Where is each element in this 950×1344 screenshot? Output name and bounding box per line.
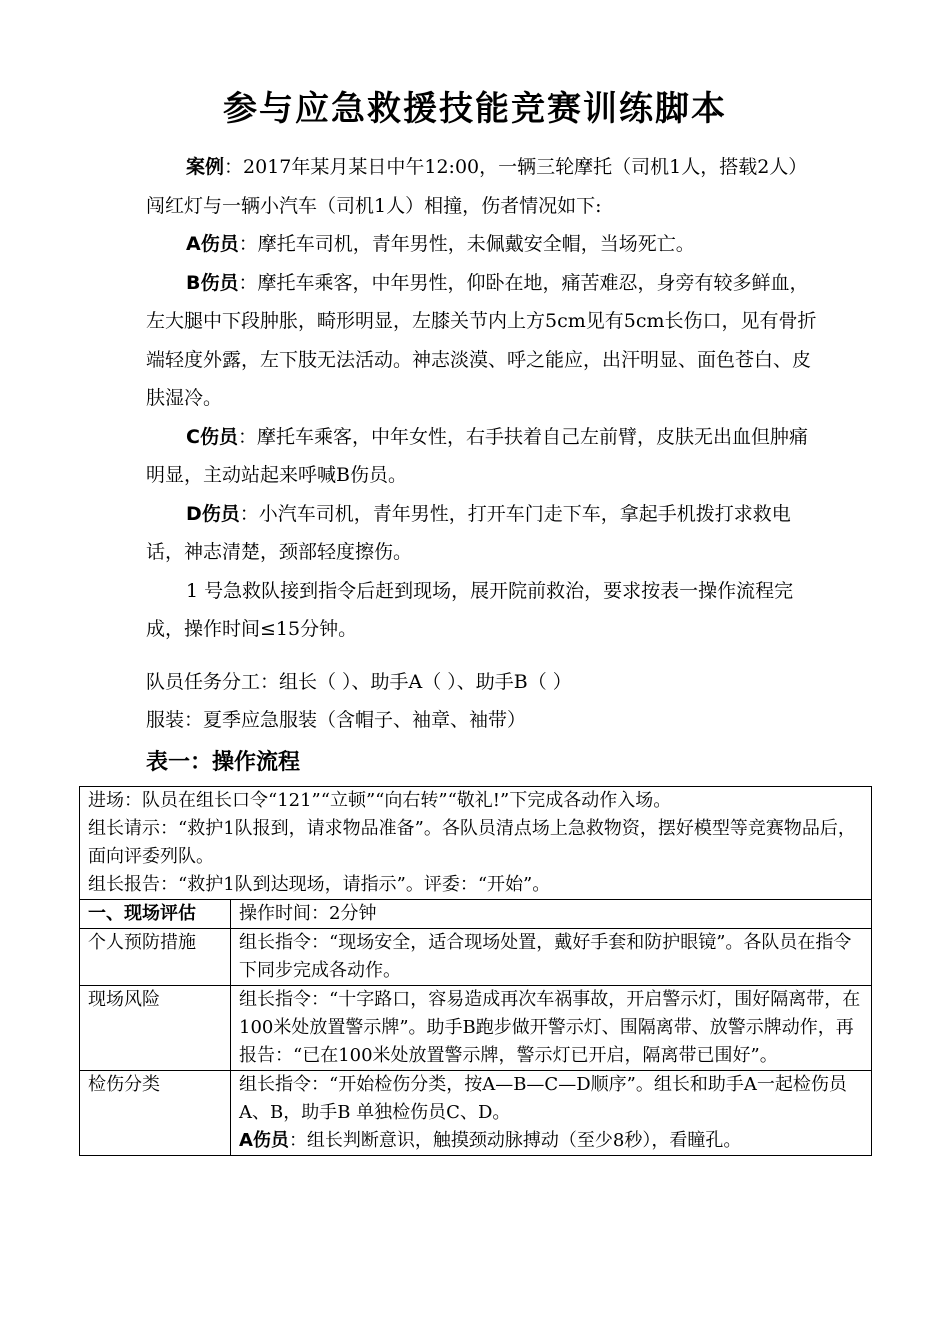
row-content-cell <box>231 1071 872 1156</box>
table-intro-cell <box>80 787 872 900</box>
row-content: 组长指令：“开始检伤分类，按A—B—C—D顺序”。组长和助手A一起检伤员A、B，助手B 单独检伤员C、D。 <box>239 1074 847 1123</box>
section-time: 操作时间：2分钟 <box>231 900 872 929</box>
case-label: 案例 <box>186 156 225 178</box>
procedure-table <box>79 786 872 1156</box>
injured-a-text: ：摩托车司机，青年男性，未佩戴安全帽，当场死亡。 <box>238 233 695 255</box>
document-title: 参与应急救援技能竞赛训练脚本 <box>223 89 727 129</box>
document-body <box>146 148 826 740</box>
table-intro-row <box>80 787 872 900</box>
case-text: ：2017年某月某日中午12:00，一辆三轮摩托（司机1人，搭载2人）闯红灯与一辆小汽车（司机1人）相撞，伤者情况如下: <box>146 156 808 217</box>
section-header-row <box>80 900 872 929</box>
team-roles: 队员任务分工：组长（ ）、助手A（ ）、助手B（ ） <box>146 670 572 693</box>
instruction-paragraph: 1 号急救队接到指令后赶到现场，展开院前救治，要求按表一操作流程完成，操作时间≤15分钟。 <box>146 579 794 640</box>
section-name: 一、现场评估 <box>80 900 231 929</box>
injured-a-label: A伤员 <box>186 233 239 255</box>
intro-line: 进场：队员在组长口令“121”“立顿”“向右转”“敬礼!”下完成各动作入场。 <box>88 790 672 811</box>
sub-text: ：组长判断意识，触摸颈动脉搏动（至少8秒），看瞳孔。 <box>288 1130 742 1151</box>
injured-b-text: ：摩托车乘客，中年男性，仰卧在地，痛苦难忍，身旁有较多鲜血，左大腿中下段肿胀，畸形明显，左膝关节内上方5cm见有5cm长伤口，见有骨折端轻度外露，左下肢无法活动。神志淡漠、呼之能应，出汗明显、面色苍白、皮肤湿冷。 <box>146 271 817 409</box>
injured-d-paragraph <box>146 495 826 572</box>
case-paragraph <box>146 148 826 225</box>
row-content: 组长指令：“现场安全，适合现场处置，戴好手套和防护眼镜”。各队员在指令下同步完成各动作。 <box>231 929 872 986</box>
row-subcontent <box>239 1127 863 1155</box>
table-row <box>80 929 872 986</box>
intro-line: 组长报告：“救护1队到达现场，请指示”。评委：“开始”。 <box>88 874 551 895</box>
table-row <box>80 1071 872 1156</box>
injured-b-label: B伤员 <box>186 271 239 294</box>
row-item: 检伤分类 <box>80 1071 231 1156</box>
injured-c-label: C伤员 <box>186 425 238 448</box>
table-title: 表一：操作流程 <box>146 750 301 775</box>
spacer <box>146 649 826 663</box>
table-row <box>80 986 872 1071</box>
row-item: 个人预防措施 <box>80 929 231 986</box>
injured-b-paragraph <box>146 264 826 418</box>
uniform: 服装：夏季应急服装（含帽子、袖章、袖带） <box>146 709 527 731</box>
injured-c-paragraph <box>146 418 826 495</box>
injured-d-text: ：小汽车司机，青年男性，打开车门走下车，拿起手机拨打求救电话，神志清楚，颈部轻度擦伤。 <box>146 502 791 563</box>
sub-label: A伤员 <box>239 1130 289 1151</box>
row-content: 组长指令：“十字路口，容易造成再次车祸事故，开启警示灯，围好隔离带，在100米处放置警示牌”。助手B跑步做开警示灯、围隔离带、放警示牌动作，再报告：“已在100米处放置警示牌，警示灯已开启，隔离带已围好”。 <box>231 986 872 1071</box>
injured-c-text: ：摩托车乘客，中年女性，右手扶着自己左前臂，皮肤无出血但肿痛明显，主动站起来呼喊B伤员。 <box>146 425 808 486</box>
injured-a-paragraph <box>146 225 826 264</box>
injured-d-label: D伤员 <box>186 502 240 525</box>
row-item: 现场风险 <box>80 986 231 1071</box>
intro-line: 组长请示：“救护1队报到，请求物品准备”。各队员清点场上急救物资，摆好模型等竞赛物品后，面向评委列队。 <box>88 818 856 867</box>
